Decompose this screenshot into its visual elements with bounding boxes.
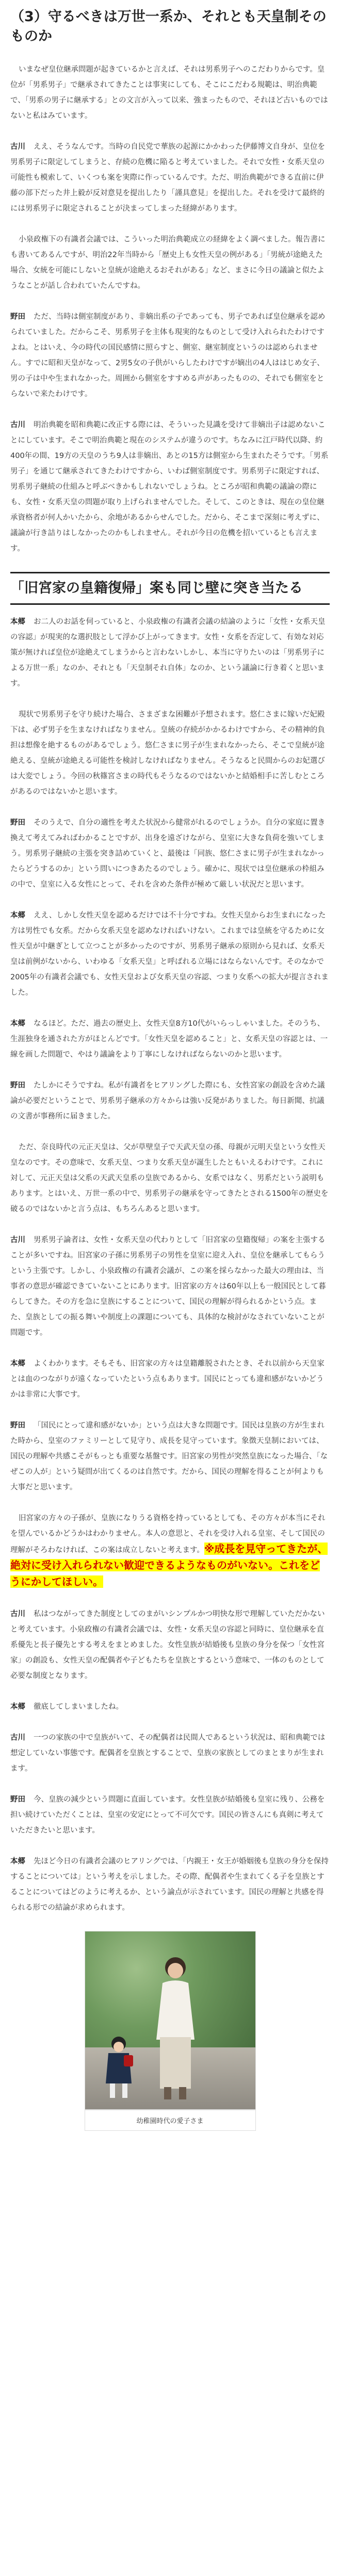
paragraph-text: 旧宮家の方々の子孫が、皇族になりうる資格を持っているとしても、その方々が本当にそれを望んでいるかどうかはわかりません。本人の意思と、それを受け入れる皇室、そして国民の理解がそろわなければ、この案は成立しないと考えます。 xyxy=(10,1514,326,1554)
woman-figure-illustration xyxy=(147,1952,204,2102)
paragraph-text: 明治典範を昭和典範に改正する際には、そういった見識を受けて非嫡出子は認めないことにしています。そこで明治典範と現在のシステムが違うのです。ちなみに江戸時代以降、約400年の間、19方の天皇のうち9人は非嫡出、あとの15方は側室から生まれたそうです。「男系男子」を通じて継承されてきたわけですから、いわば側室制度です。男系男子に限定すれば、男系男子継続の仕組みと呼ぶべきかもしれないでしょうね。ところが昭和典範の議論の際にも、女性・女系天皇の問題が取り上げられませんでした。そして、このときは、現在の皇位継承資格者が何人かいたから、余地があるからせんでした。だから、そこまで深刻に考えずに、議論が行き詰りはしなかったのかもしれません。それが今日の危機を招いているとも言えます。 xyxy=(10,421,329,553)
highlight-note: ※成長を見守ってきたが、絶対に受け入れられない歓迎できるようなものがいない。これをどうにかしてほしい。 xyxy=(10,1543,328,1588)
paragraph xyxy=(10,62,330,124)
paragraph-text: ええ、しかし女性天皇を認めるだけでは不十分ですね。女性天皇からお生まれになった方は男性でも女系。だから女系天皇を認めなければいけない。これまでは皇統を守るために女性天皇が中継ぎとして立つことが多かったのですが、男系男子継承の原則から見れば、女系天皇は前例がないから、いわゆる「女系天皇」と呼ばれる立場にはならないんです。そのなかで2005年の有識者会議でも、女性天皇および女系天皇の容認、つまり女系への拡大が提言されました。 xyxy=(10,911,329,997)
speaker-label: 野田 xyxy=(10,313,25,321)
paragraph xyxy=(10,1730,330,1776)
article-photo xyxy=(85,1931,256,2110)
paragraph xyxy=(10,908,330,1001)
paragraph-text: ただ、当時は側室制度があり、非嫡出系の子であっても、男子であれば皇位継承を認められていました。だからこそ、男系男子を主体も現実的なものとして受け入れられたわけですよね。とはいえ、今の時代の国民感情に照らすと、側室、継室制度というのは認められません。すでに昭和天皇がなって、2男5女の子供がいらしたわけですが嫡出の4人ははじめ女子、男の子は中や生まれなかった。周囲から側室をすすめる声があったものの、それでも側室をとらないで来たわけです。 xyxy=(10,313,326,398)
paragraph-text: なるほど。ただ、過去の歴史上、女性天皇8方10代がいらっしゃいました。そのうち、生涯独身を通された方がほとんどです。「女性天皇を認めること」と、女系天皇の容認とは、一線を画した問題で、やはり議論をより丁寧にしなければならないのかと思います。 xyxy=(10,1020,328,1059)
speaker-label: 古川 xyxy=(10,1236,25,1244)
paragraph-group-a xyxy=(10,62,330,556)
paragraph-text: いまなぜ皇位継承問題が起きているかと言えば、それは男系男子へのこだわりからです。皇位が「男系男子」で継承されてきたことは事実にしても、そこにこだわる規範は、明治典範で、「男系の男子に継承する」との文言が入って以来、強まったもので、それほど古いものではないと私はみています。 xyxy=(10,65,328,120)
speaker-label: 本郷 xyxy=(10,1703,25,1711)
section-heading-box xyxy=(10,572,330,605)
paragraph-text: ただ、奈良時代の元正天皇は、父が草壁皇子で天武天皇の孫、母親が元明天皇という女性天皇なのです。その意味で、女系天皇、つまり女系天皇が誕生したともいえるわけです。これに対して、元正天皇は父系の天武天皇系の皇族であるから、女系ではなく、男系だという説明もあります。とはいえ、万世一系の中で、男系男子の継承を守ってきたとされる1500年の歴史を破るのではないかと言う点は、もちろんあると思います。 xyxy=(10,1143,329,1213)
paragraph xyxy=(10,815,330,892)
article-page xyxy=(10,0,330,2131)
speaker-label: 古川 xyxy=(10,1734,25,1742)
speaker-label: 本郷 xyxy=(10,618,25,626)
paragraph-text: よくわかります。そもそも、旧宮家の方々は皇籍離脱されたとき、それ以前から天皇家とは血のつながりが遠くなっていたという点もあります。国民にとっても違和感がないかどうかは非常に大事です。 xyxy=(10,1360,325,1399)
paragraph-text: お二人のお話を伺っていると、小泉政権の有識者会議の結論のように「女性・女系天皇の容認」が現実的な選択肢として浮かび上がってきます。女性・女系を否定して、有効な対応策が無ければ皇位が途絶えてしまうからと言わないしかし、本当に守りたいのは「男系男子による万世一系」なのか、それとも「天皇制それ自体」なのか、という議論に行き着くと思います。 xyxy=(10,618,326,688)
paragraph xyxy=(10,1356,330,1402)
paragraph xyxy=(10,232,330,294)
paragraph xyxy=(10,1418,330,1495)
paragraph-text: そのうえで、自分の適性を考えた状況から健常がれるのでしょうか。自分の家庭に置き換えて考えてみればわかることですが、出身を遠ざけながら、皇室に大きな負荷を強いてしまう。男系男子継続の主張を突き詰めていくと、最後は「同族、悠仁さまに男子が生まれなかったらどうするのか」という問いにつきあたるのでしょう。確かに、現状では皇位継承の枠組みの中で、皇室に入る女性にとって、それを含めた条件が極めて厳しい状況だと思います。 xyxy=(10,819,326,889)
paragraph xyxy=(10,139,330,216)
paragraph xyxy=(10,309,330,402)
paragraph-text: 一つの家族の中で皇族がいて、その配偶者は民間人であるという状況は、昭和典範では想定していない事態です。配偶者を皇族とすることで、皇族の家族としてのまとまりが生まれます。 xyxy=(10,1734,326,1773)
paragraph-text: 現状で男系男子を守り続けた場合、さまざまな困難が予想されます。悠仁さまに嫁いだ妃殿下は、必ず男子を生まなければなりません。皇統の存続がかかるわけですから、その精神的負担は想像を絶するものがあるでしょう。悠仁さまに男子が生まれなかったら、そこで皇統が途絶える、皇統が途絶える可能性を検討しなければなりません。そうなると民間からのお妃選びは大変でしょう。今回の秋篠宮さまの時代もそうなるのではないかと結婚相手に苦しむところがあるのではないかと思います。 xyxy=(10,710,325,796)
speaker-label: 本郷 xyxy=(10,1857,25,1866)
speaker-label: 野田 xyxy=(10,819,25,827)
speaker-label: 野田 xyxy=(10,1795,25,1804)
speaker-label: 古川 xyxy=(10,143,25,151)
paragraph xyxy=(10,1232,330,1341)
paragraph-text: たしかにそうですね。私が有識者をヒアリングした際にも、女性宮家の創設を含めた議論が必要だということで、男系男子継承の方々からは強い反発がありました。毎日新聞、抗議の文書が事務所に届きました。 xyxy=(10,1081,325,1121)
photo-caption: 幼稚園時代の愛子さま xyxy=(85,2110,256,2131)
speaker-label: 古川 xyxy=(10,1610,25,1618)
paragraph-text: 徹底してしまいましたね。 xyxy=(34,1703,123,1711)
paragraph xyxy=(10,417,330,556)
speaker-label: 古川 xyxy=(10,421,25,429)
paragraph-text: 男系男子論者は、女性・女系天皇の代わりとして「旧宮家の皇籍復帰」の案を主張することが多いですね。旧宮家の子孫に男系男子の男性を皇室に迎え入れ、皇位を継承してもらうという主張です。しかし、小泉政権の有識者会議が、この案を採らなかった最大の理由は、当事者の意思が確認できていないことにあります。旧宮家の方々は60年以上も一般国民として暮らしてきた。その方を急に皇族にすることについて、国民の理解が得られるかという点。また、皇族としての振る舞いや制度上の課題についても、具体的な検討がなされていないことが問題です。 xyxy=(10,1236,326,1337)
paragraph-text: 小泉政権下の有識者会議では、こういった明治典範成立の経緯をよく調べました。報告書にも書いてあるんですが、明治22年当時から「歴史上も女性天皇の例がある」「男統が途絶えた場合、女統を可能にしないと皇統が途絶えるおそれがある」など、まさに今日の議論と似たようなことが話し合われていたんですね。 xyxy=(10,235,326,290)
paragraph-text: 先ほど今日の有識者会議のヒアリングでは、「内親王・女王が婚姻後も皇族の身分を保持することについては」という考えを示しました。その際、配偶者や生まれてくる子を皇族とすることについてはどのように考えるか、という論点が示されています。国民の理解と共感を得られる形での結論が求められます。 xyxy=(10,1857,329,1912)
paragraph xyxy=(10,1854,330,1916)
paragraph xyxy=(10,1699,330,1715)
paragraph xyxy=(10,1016,330,1062)
speaker-label: 本郷 xyxy=(10,1020,25,1028)
paragraph-group-b xyxy=(10,614,330,1402)
speaker-label: 野田 xyxy=(10,1081,25,1090)
paragraph-group-c xyxy=(10,1418,330,1591)
paragraph xyxy=(10,1078,330,1124)
section-title: （3）守るべきは万世一系か、それとも天皇制そのものか xyxy=(10,9,327,44)
paragraph-text: 今、皇族の減少という問題に直面しています。女性皇族が結婚後も皇室に残り、公務を担い続けていただくことは、皇室の安定にとって不可欠です。国民の皆さんにも真剣に考えていただきたいと思います。 xyxy=(10,1795,325,1835)
speaker-label: 本郷 xyxy=(10,1360,25,1368)
paragraph-text: 「国民にとって違和感がないか」という点は大きな問題です。国民は皇族の方が生まれた時から、皇室のファミリーとして見守り、成長を見守っています。象徴天皇制においては、国民の理解や共感こそがもっとも重要な基盤です。旧宮家の男性が突然皇族になった場合、「なぜこの人が」という疑問が出てくるのは自然です。だから、国民の理解を得ることが何よりも大事だと思います。 xyxy=(10,1421,328,1492)
child-figure-illustration xyxy=(101,2035,137,2102)
paragraph xyxy=(10,707,330,800)
paragraph-text: ええ、そうなんです。当時の自民党で華族の起源にかかわった伊藤博文自身が、皇位を男系男子に限定してしまうと、存続の危機に陥ると考えていました。それで女性・女系天皇の可能性も模索して、いくつも案を実際に作っているんです。ただ、明治典範ができる直前に伊藤の部下だった井上毅が反対意見を提出したり「謹具意見」を提出した。それを受けて最終的には男系男子に限定されることが決まってしまった経緯があります。 xyxy=(10,143,326,213)
paragraph-with-highlight xyxy=(10,1511,330,1591)
paragraph xyxy=(10,1792,330,1838)
paragraph-group-d xyxy=(10,1606,330,1916)
paragraph-text: 私はつながってきた制度としてのまがいシンプルかつ明快な形で理解していただかないと考えています。小泉政権の有識者会議では、女性・女系天皇の容認と同時に、皇位継承を直系優先と長子優先とする考えをまとめました。女性皇族が結婚後も皇族の身分を保つ「女性宮家」の創設も、女性天皇の配偶者や子どもたちを皇族とするという意味で、一体のものとして必要な制度となります。 xyxy=(10,1610,325,1680)
paragraph xyxy=(10,614,330,691)
section-heading: 「旧宮家の皇籍復帰」案も同じ壁に突き当たる xyxy=(10,580,303,596)
paragraph xyxy=(10,1140,330,1217)
speaker-label: 本郷 xyxy=(10,911,25,920)
paragraph xyxy=(10,1606,330,1684)
speaker-label: 野田 xyxy=(10,1421,25,1430)
